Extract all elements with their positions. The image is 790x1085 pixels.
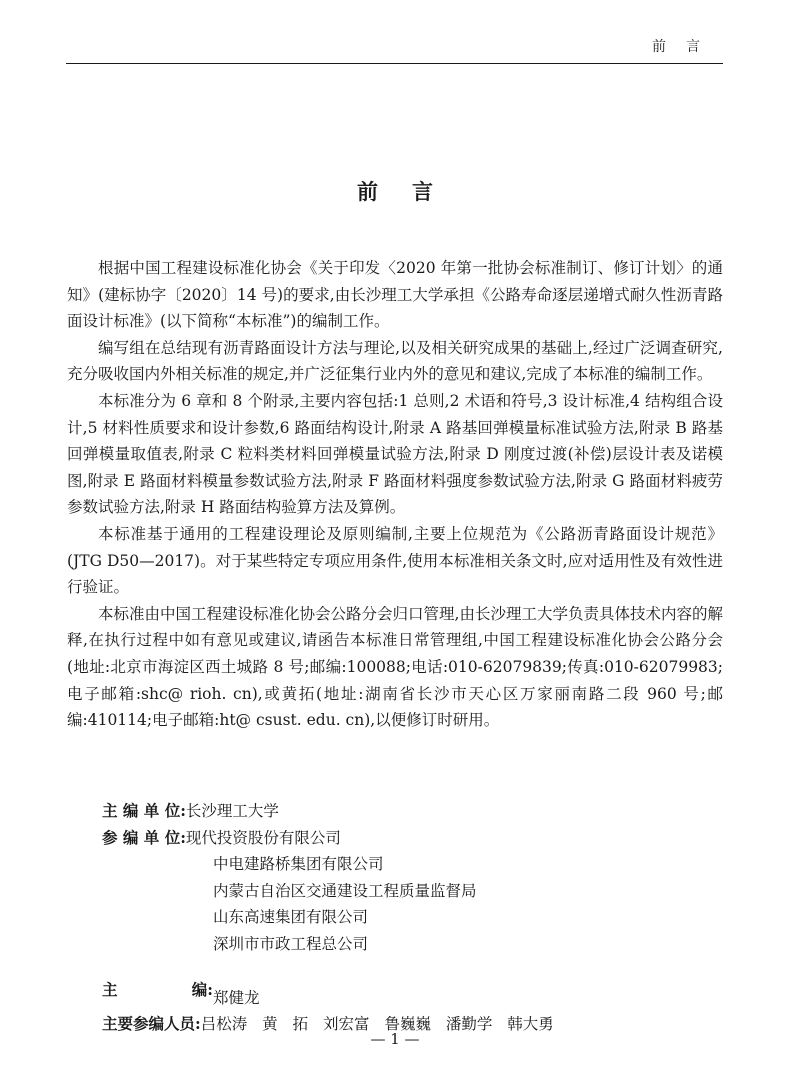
participating-unit-row [102,825,477,852]
participating-unit-label: 参 编 单 位: [102,827,186,847]
main-participants-label: 主要参编人员: [102,1014,201,1033]
participating-unit-name: 现代投资股份有限公司 [185,828,341,847]
chief-editor-row [102,977,554,1011]
chief-editor-name: 郑健龙 [213,989,260,1007]
preface-body [67,255,723,734]
participating-unit-name: 山东高速集团有限公司 [213,908,369,926]
page-title: 前言 [357,179,467,204]
header-rule [66,63,723,64]
running-head: 前言 [652,39,720,55]
chief-unit-label: 主 编 单 位: [102,801,186,820]
paragraph-background: 根据中国工程建设标准化协会《关于印发〈2020 年第一批协会标准制订、修订计划〉的通知》(建标协字〔2020〕14 号)的要求,由长沙理工大学承担《公路寿命逐层递增式耐久性沥青路面设计标准》(以下简称“本标准”)的编制工作。 [67,259,723,331]
editing-units [102,798,477,957]
paragraph-contents: 本标准分为 6 章和 8 个附录,主要内容包括:1 总则,2 术语和符号,3 设计标准,4 结构组合设计,5 材料性质要求和设计参数,6 路面结构设计,附录 A 路基回弹模量标准试验方法,附录 B 路基回弹模量取值表,附录 C 粒料类材料回弹模量试验方法,附录 D 刚度过渡(补偿)层设计表及诺模图,附录 E 路面材料模量参数试验方法,附录 F 路面材料强度参数试验方法,附录 G 路面材料疲劳参数试验方法,附录 H 路面结构验算方法及算例。 [67,391,723,517]
page-number: — 1 — [370,1030,420,1048]
chief-editor-label: 主 编: [102,980,213,999]
participating-unit-name: 内蒙古自治区交通建设工程质量监督局 [213,881,477,900]
paragraph-basis: 本标准基于通用的工程建设理论及原则编制,主要上位规范为《公路沥青路面设计规范》(JTG D50—2017)。对于某些特定专项应用条件,使用本标准相关条文时,应对适用性及有效性进行验证。 [67,524,723,597]
main-participants-names: 吕松涛 黄 拓 刘宏富 鲁巍巍 潘勤学 韩大勇 [200,1015,554,1033]
participating-unit-name: 中电建路桥集团有限公司 [213,855,384,873]
paragraph-compilation: 编写组在总结现有沥青路面设计方法与理论,以及相关研究成果的基础上,经过广泛调查研究,充分吸收国内外相关标准的规定,并广泛征集行业内外的意见和建议,完成了本标准的编制工作。 [67,338,723,384]
paragraph-management: 本标准由中国工程建设标准化协会公路分会归口管理,由长沙理工大学负责具体技术内容的解释,在执行过程中如有意见或建议,请函告本标准日常管理组,中国工程建设标准化协会公路分会(地址:北京市海淀区西土城路 8 号;邮编:100088;电话:010-62079839;传真:010-62079983;电子邮箱:shc@ rioh. cn),或黄拓(地址:湖南省长沙市天心区万家丽南路二段 960 号;邮编:410114;电子邮箱:ht@ csust. edu. cn),以便修订时研用。 [67,604,723,730]
editing-staff [102,977,554,1037]
chief-unit-row [102,798,477,825]
chief-unit-name: 长沙理工大学 [185,802,279,820]
participating-unit-name: 深圳市市政工程总公司 [213,934,369,953]
